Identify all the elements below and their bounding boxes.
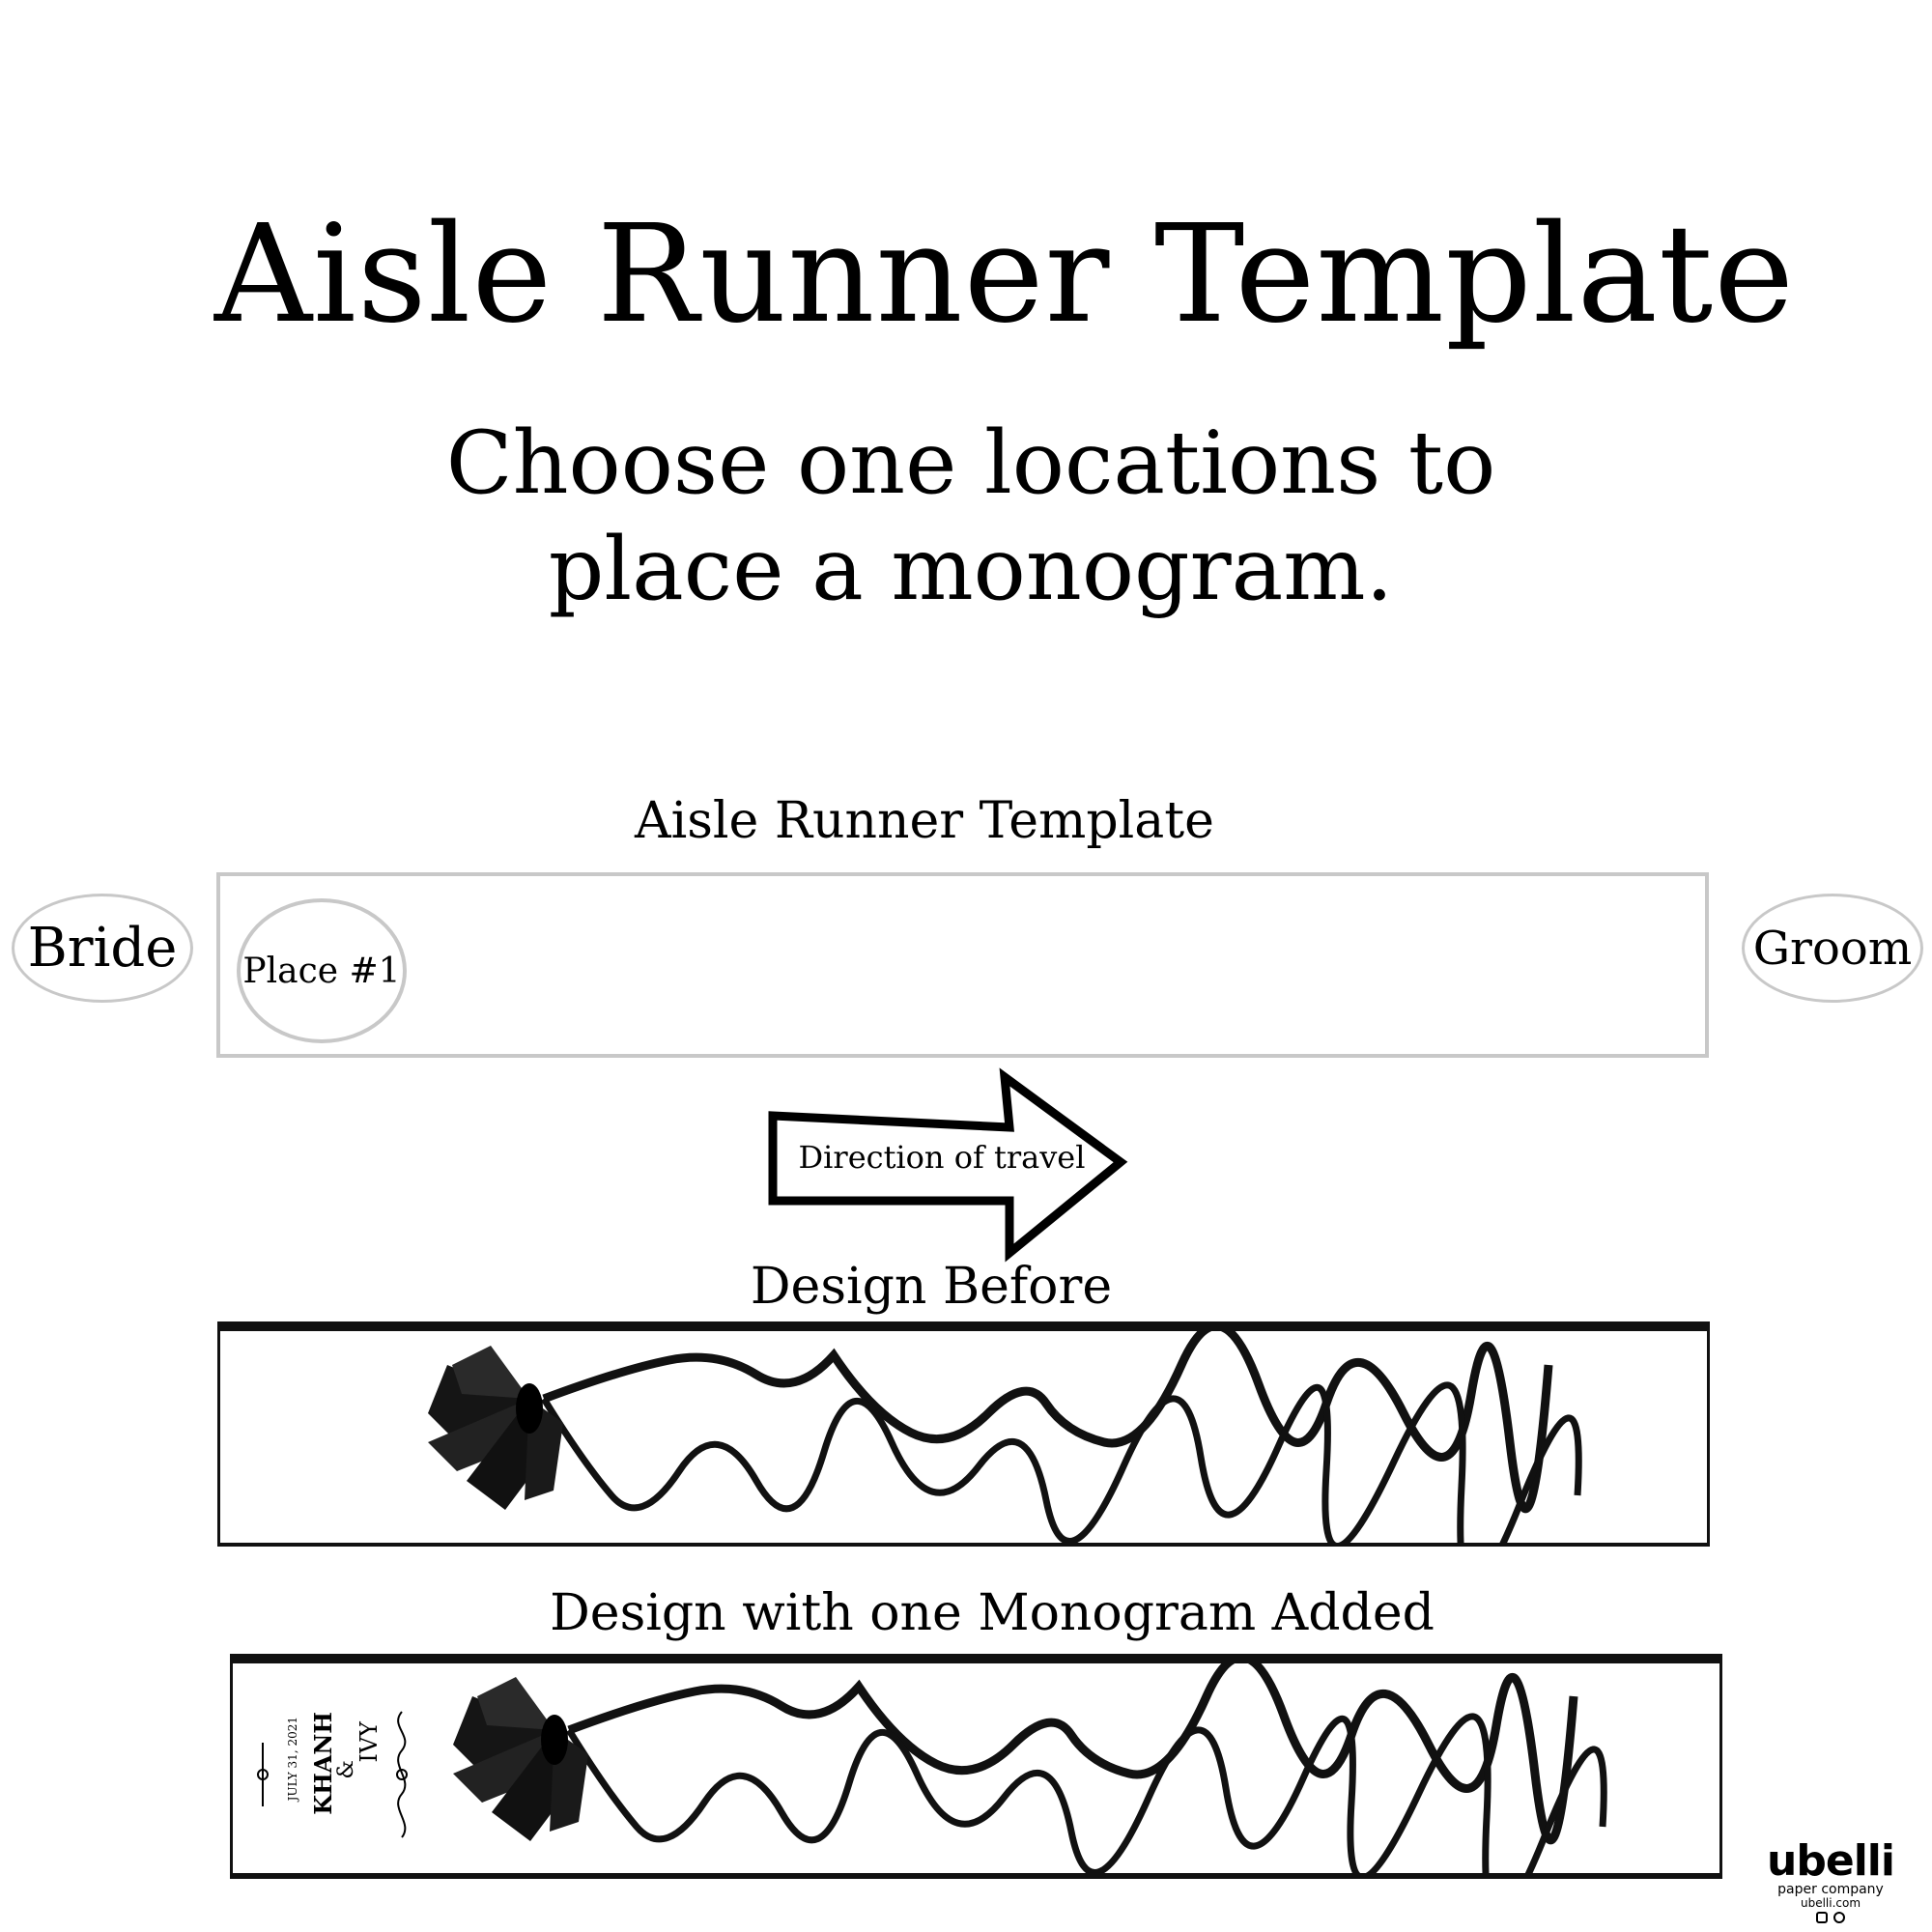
- design-after-panel: [230, 1654, 1722, 1879]
- design-after-label: Design with one Monogram Added: [550, 1584, 1435, 1642]
- monogram: [249, 1702, 423, 1847]
- bride-label: Bride: [27, 917, 178, 980]
- design-before-panel: [217, 1321, 1710, 1547]
- logo-company: paper company: [1777, 1882, 1884, 1897]
- groom-label: Groom: [1752, 921, 1913, 976]
- aisle-runner-template-box: [216, 872, 1709, 1058]
- social-icons: [1763, 1912, 1898, 1923]
- logo-wordmark: ubelli: [1767, 1836, 1894, 1886]
- instagram-icon: [1816, 1912, 1828, 1923]
- bow-ribbon-illustration: [233, 1663, 1719, 1873]
- bow-ribbon-illustration: [220, 1331, 1707, 1543]
- place-1-ellipse: [237, 898, 407, 1043]
- logo-url: ubelli.com: [1800, 1896, 1861, 1910]
- bride-ellipse: [12, 894, 193, 1003]
- ubelli-logo: [1763, 1836, 1898, 1923]
- pinterest-icon: [1833, 1912, 1845, 1923]
- groom-ellipse: [1742, 894, 1923, 1003]
- page-title: Aisle Runner Template: [213, 196, 1796, 354]
- direction-label: Direction of travel: [798, 1139, 1086, 1176]
- subtitle: [0, 411, 1932, 623]
- design-before-label: Design Before: [750, 1258, 1113, 1316]
- monogram-ampersand: &: [334, 1760, 358, 1779]
- ornament-icon: [251, 1741, 274, 1808]
- flourish-icon: [384, 1707, 419, 1842]
- place-1-label: Place #1: [242, 951, 401, 991]
- subtitle-line-1: Choose one locations to: [445, 412, 1496, 514]
- subtitle-line-2: place a monogram.: [548, 519, 1394, 620]
- template-label: Aisle Runner Template: [635, 792, 1214, 850]
- monogram-date: JULY 31, 2021: [286, 1717, 299, 1802]
- monogram-name-1: IVY: [355, 1721, 383, 1763]
- monogram-name-2: KHANH: [309, 1712, 337, 1815]
